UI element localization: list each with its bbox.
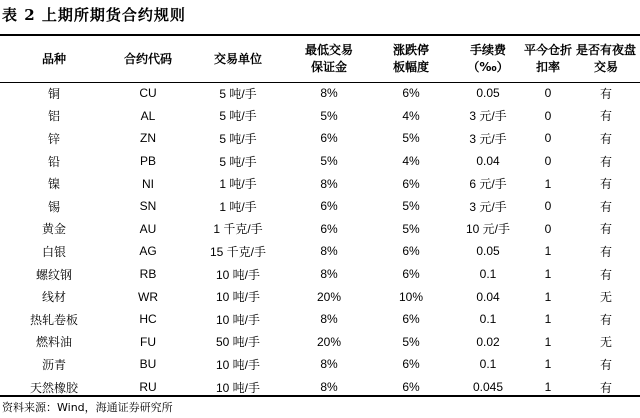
close-today-discount-cell: 0 (544, 86, 552, 101)
contract-code-cell: CU (139, 86, 157, 101)
table-row (0, 82, 640, 105)
margin-cell: 20% (316, 334, 342, 349)
night-session-cell: 有 (599, 244, 612, 259)
column-header: 平今仓折 扣率 (524, 43, 573, 74)
fee-cell: 0.02 (476, 334, 500, 349)
source-note (2, 399, 173, 415)
fee-cell: 0.05 (476, 244, 500, 259)
table-row (0, 331, 640, 354)
trading-unit-cell: 1 吨/手 (219, 199, 257, 214)
margin-cell: 8% (320, 357, 338, 372)
table-row (0, 353, 640, 376)
column-header: 涨跌停 板幅度 (392, 43, 429, 74)
margin-cell: 8% (320, 312, 338, 327)
header-rule (0, 82, 640, 83)
variety-cell: 热轧卷板 (29, 312, 78, 327)
night-session-cell: 有 (599, 357, 612, 372)
table-row (0, 285, 640, 308)
price-limit-cell: 4% (402, 154, 420, 169)
variety-cell: 沥青 (41, 357, 66, 372)
fee-cell: 0.04 (476, 289, 500, 304)
price-limit-cell: 6% (402, 380, 420, 395)
contract-code-cell: RB (139, 267, 157, 282)
variety-cell: 黄金 (41, 222, 66, 237)
header-row (0, 36, 640, 82)
price-limit-cell: 5% (402, 199, 420, 214)
margin-cell: 8% (320, 267, 338, 282)
margin-cell: 8% (320, 86, 338, 101)
price-limit-cell: 4% (402, 108, 420, 123)
table-row (0, 150, 640, 173)
variety-cell: 铜 (47, 86, 60, 101)
fee-cell: 0.05 (476, 86, 500, 101)
column-header: 是否有夜盘 交易 (575, 43, 636, 74)
table-row (0, 127, 640, 150)
close-today-discount-cell: 1 (544, 380, 552, 395)
trading-unit-cell: 10 吨/手 (215, 312, 261, 327)
table-row (0, 172, 640, 195)
night-session-cell: 无 (599, 290, 612, 305)
table-title: 表 2 上期所期货合约规则 (2, 6, 186, 24)
margin-cell: 8% (320, 244, 338, 259)
margin-cell: 8% (320, 176, 338, 191)
night-session-cell: 有 (599, 267, 612, 282)
price-limit-cell: 6% (402, 244, 420, 259)
fee-cell: 0.04 (476, 154, 500, 169)
fee-cell: 3 元/手 (469, 131, 507, 146)
variety-cell: 螺纹钢 (35, 267, 72, 282)
trading-unit-cell: 50 吨/手 (215, 335, 261, 350)
price-limit-cell: 6% (402, 357, 420, 372)
fee-cell: 0.1 (479, 267, 497, 282)
fee-cell: 0.1 (479, 312, 497, 327)
table-row (0, 263, 640, 286)
bottom-rule (0, 395, 640, 397)
contract-code-cell: BU (139, 357, 157, 372)
source-label: 资料来源： (2, 401, 57, 414)
close-today-discount-cell: 1 (544, 289, 552, 304)
night-session-cell: 有 (599, 222, 612, 237)
source-text: Wind，海通证券研究所 (57, 401, 173, 414)
variety-cell: 线材 (41, 290, 66, 305)
table-row (0, 308, 640, 331)
trading-unit-cell: 10 吨/手 (215, 290, 261, 305)
trading-unit-cell: 5 吨/手 (219, 131, 257, 146)
night-session-cell: 有 (599, 86, 612, 101)
contract-code-cell: AG (139, 244, 157, 259)
futures-rules-table (0, 36, 640, 398)
price-limit-cell: 6% (402, 267, 420, 282)
close-today-discount-cell: 1 (544, 334, 552, 349)
trading-unit-cell: 5 吨/手 (219, 86, 257, 101)
contract-code-cell: WR (138, 289, 158, 304)
night-session-cell: 有 (599, 177, 612, 192)
trading-unit-cell: 1 千克/手 (213, 222, 263, 237)
contract-code-cell: AU (139, 221, 157, 236)
variety-cell: 铝 (47, 109, 60, 124)
contract-code-cell: PB (139, 154, 156, 169)
contract-code-cell: FU (140, 334, 156, 349)
night-session-cell: 有 (599, 199, 612, 214)
fee-cell: 3 元/手 (469, 199, 507, 214)
fee-cell: 0.1 (479, 357, 497, 372)
column-header: 手续费 （‰） (467, 43, 509, 74)
table-row (0, 240, 640, 263)
trading-unit-cell: 10 吨/手 (215, 357, 261, 372)
close-today-discount-cell: 0 (544, 131, 552, 146)
contract-code-cell: SN (139, 199, 157, 214)
night-session-cell: 有 (599, 312, 612, 327)
table-row (0, 195, 640, 218)
price-limit-cell: 5% (402, 131, 420, 146)
contract-code-cell: NI (142, 176, 154, 191)
contract-code-cell: HC (139, 312, 157, 327)
contract-code-cell: ZN (140, 131, 156, 146)
trading-unit-cell: 5 吨/手 (219, 154, 257, 169)
table-row (0, 218, 640, 241)
column-header: 合约代码 (123, 51, 172, 66)
table-body (0, 82, 640, 398)
margin-cell: 6% (320, 199, 338, 214)
margin-cell: 8% (320, 380, 338, 395)
fee-cell: 3 元/手 (469, 109, 507, 124)
trading-unit-cell: 10 吨/手 (215, 267, 261, 282)
contract-code-cell: RU (139, 380, 157, 395)
night-session-cell: 有 (599, 154, 612, 169)
price-limit-cell: 10% (398, 289, 424, 304)
variety-cell: 镍 (47, 177, 60, 192)
fee-cell: 6 元/手 (469, 177, 507, 192)
margin-cell: 5% (320, 108, 338, 123)
close-today-discount-cell: 1 (544, 244, 552, 259)
margin-cell: 6% (320, 221, 338, 236)
close-today-discount-cell: 0 (544, 221, 552, 236)
column-header: 品种 (41, 51, 66, 66)
variety-cell: 燃料油 (35, 335, 72, 350)
trading-unit-cell: 1 吨/手 (219, 177, 257, 192)
close-today-discount-cell: 1 (544, 357, 552, 372)
night-session-cell: 有 (599, 131, 612, 146)
margin-cell: 5% (320, 154, 338, 169)
variety-cell: 白银 (41, 244, 66, 259)
fee-cell: 10 元/手 (465, 222, 511, 237)
variety-cell: 铅 (47, 154, 60, 169)
trading-unit-cell: 15 千克/手 (209, 244, 267, 259)
close-today-discount-cell: 1 (544, 267, 552, 282)
night-session-cell: 有 (599, 380, 612, 395)
close-today-discount-cell: 0 (544, 199, 552, 214)
close-today-discount-cell: 0 (544, 108, 552, 123)
price-limit-cell: 6% (402, 86, 420, 101)
trading-unit-cell: 5 吨/手 (219, 109, 257, 124)
close-today-discount-cell: 1 (544, 312, 552, 327)
fee-cell: 0.045 (472, 380, 504, 395)
price-limit-cell: 6% (402, 312, 420, 327)
contract-code-cell: AL (140, 108, 156, 123)
variety-cell: 锡 (47, 199, 60, 214)
close-today-discount-cell: 1 (544, 176, 552, 191)
price-limit-cell: 6% (402, 176, 420, 191)
margin-cell: 6% (320, 131, 338, 146)
variety-cell: 锌 (47, 131, 60, 146)
close-today-discount-cell: 0 (544, 154, 552, 169)
table-row (0, 105, 640, 128)
night-session-cell: 有 (599, 109, 612, 124)
column-header: 最低交易 保证金 (304, 43, 353, 74)
price-limit-cell: 5% (402, 221, 420, 236)
margin-cell: 20% (316, 289, 342, 304)
price-limit-cell: 5% (402, 334, 420, 349)
variety-cell: 天然橡胶 (29, 380, 78, 395)
night-session-cell: 无 (599, 335, 612, 350)
column-header: 交易单位 (213, 51, 262, 66)
trading-unit-cell: 10 吨/手 (215, 380, 261, 395)
